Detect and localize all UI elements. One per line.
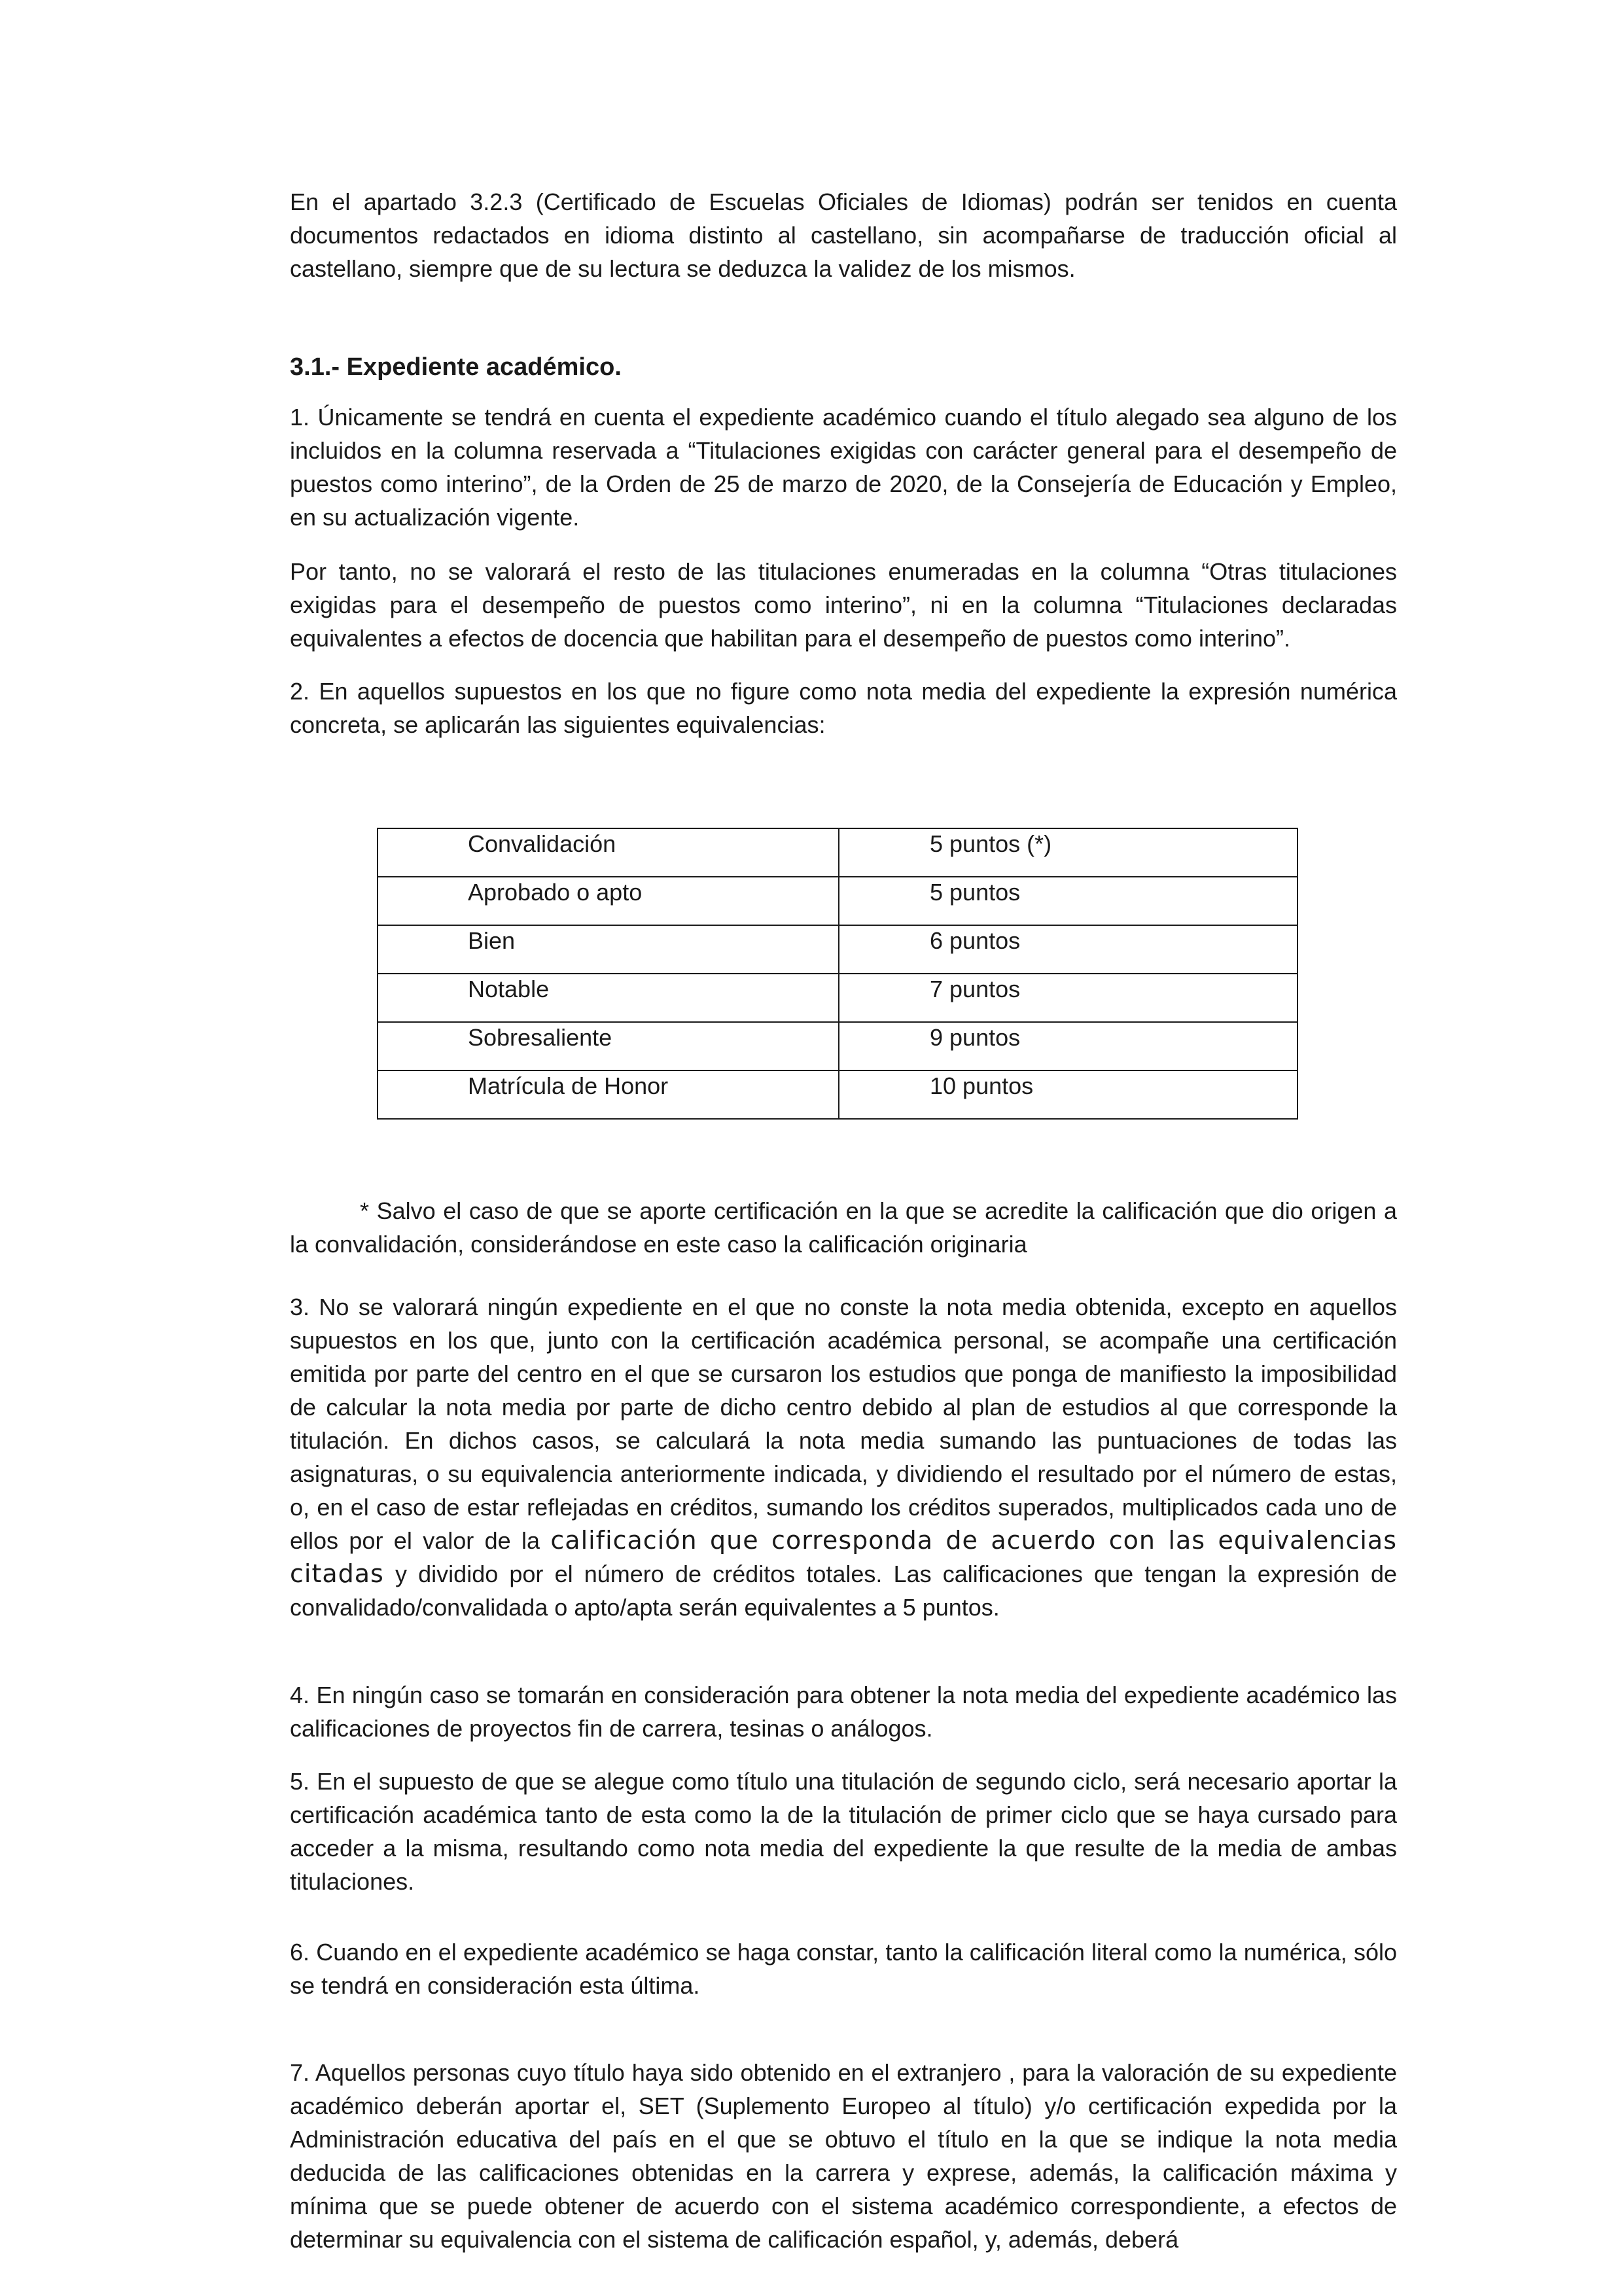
item-3-text-b: calificación que corresponda de acuerdo con las equivalencias citadas xyxy=(290,1526,1397,1588)
points-value: 5 puntos (*) xyxy=(930,830,1052,857)
section-heading: 3.1.- Expediente académico. xyxy=(290,353,622,381)
table-row xyxy=(378,877,1297,925)
points-cell xyxy=(839,1022,1297,1070)
item-1-followup: Por tanto, no se valorará el resto de las titulaciones enumeradas en la columna “Otras titulaciones exigidas para el desempeño de puestos como interino”, ni en la columna “Titulaciones declaradas equivalentes a efectos de docencia que habilitan para el desempeño de puestos como interino”. xyxy=(290,558,1397,652)
points-value: 10 puntos xyxy=(930,1072,1034,1099)
item-2-paragraph: 2. En aquellos supuestos en los que no figure como nota media del expediente la expresión numérica concreta, se aplicarán las siguientes equivalencias: xyxy=(290,678,1397,738)
table-row xyxy=(378,925,1297,974)
points-value: 6 puntos xyxy=(930,927,1021,954)
intro-paragraph: En el apartado 3.2.3 (Certificado de Escuelas Oficiales de Idiomas) podrán ser tenidos en cuenta documentos redactados en idioma distinto al castellano, sin acompañarse de traducción oficial al castellano, siempre que de su lectura se deduzca la validez de los mismos. xyxy=(290,188,1397,282)
grade-label: Aprobado o apto xyxy=(468,879,643,906)
grade-cell xyxy=(378,974,839,1022)
grades-equivalence-table xyxy=(377,828,1298,1120)
points-cell xyxy=(839,828,1297,877)
points-cell xyxy=(839,974,1297,1022)
points-cell xyxy=(839,877,1297,925)
grade-cell xyxy=(378,925,839,974)
item-3-text-a: 3. No se valorará ningún expediente en el que no conste la nota media obtenida, excepto en aquellos supuestos en los que, junto con la certificación académica personal, se acompañe una certificación emitida por parte del centro en el que se cursaron los estudios que ponga de manifiesto la imposibilidad de calcular la nota media por parte de dicho centro debido al plan de estudios al que corresponde la titulación. En dichos casos, se calculará la nota media sumando las puntuaciones de todas las asignaturas, o su equivalencia anteriormente indicada, y dividiendo el resultado por el número de estas, o, en el caso de estar reflejadas en créditos, sumando los créditos superados, multiplicados cada uno de ellos por el valor de la xyxy=(290,1294,1397,1554)
grade-label: Notable xyxy=(468,976,550,1002)
points-cell xyxy=(839,1070,1297,1119)
grade-cell xyxy=(378,877,839,925)
item-7-paragraph: 7. Aquellos personas cuyo título haya sido obtenido en el extranjero , para la valoración de su expediente académico deberán aportar el, SET (Suplemento Europeo al título) y/o certificación expedida por la Administración educativa del país en el que se obtuvo el título en la que se indique la nota media deducida de las calificaciones obtenidas en la carrera y exprese, además, la calificación máxima y mínima que se puede obtener de acuerdo con el sistema académico correspondiente, a efectos de determinar su equivalencia con el sistema de calificación español, y, además, deberá xyxy=(290,2059,1397,2253)
table-row xyxy=(378,1070,1297,1119)
grade-label: Matrícula de Honor xyxy=(468,1072,669,1099)
item-3-text-c: y dividido por el número de créditos totales. Las calificaciones que tengan la expresión de convalidado/convalidada o apto/apta serán equivalentes a 5 puntos. xyxy=(290,1561,1397,1621)
points-value: 5 puntos xyxy=(930,879,1021,906)
grade-cell xyxy=(378,1070,839,1119)
footnote: * Salvo el caso de que se aporte certificación en la que se acredite la calificación que dio origen a la convalidación, considerándose en este caso la calificación originaria xyxy=(290,1197,1397,1258)
grade-label: Bien xyxy=(468,927,516,954)
item-1-paragraph: 1. Únicamente se tendrá en cuenta el expediente académico cuando el título alegado sea alguno de los incluidos en la columna reservada a “Titulaciones exigidas con carácter general para el desempeño de puestos como interino”, de la Orden de 25 de marzo de 2020, de la Consejería de Educación y Empleo, en su actualización vigente. xyxy=(290,404,1397,531)
grade-label: Convalidación xyxy=(468,830,616,857)
grade-label: Sobresaliente xyxy=(468,1024,612,1051)
grade-cell xyxy=(378,1022,839,1070)
points-cell xyxy=(839,925,1297,974)
item-6-paragraph: 6. Cuando en el expediente académico se haga constar, tanto la calificación literal como la numérica, sólo se tendrá en consideración esta última. xyxy=(290,1939,1397,1999)
item-3-paragraph xyxy=(290,1290,1397,1624)
table-row xyxy=(378,1022,1297,1070)
item-4-paragraph: 4. En ningún caso se tomarán en consideración para obtener la nota media del expediente académico las calificaciones de proyectos fin de carrera, tesinas o análogos. xyxy=(290,1682,1397,1742)
item-5-paragraph: 5. En el supuesto de que se alegue como título una titulación de segundo ciclo, será necesario aportar la certificación académica tanto de esta como la de la titulación de primer ciclo que se haya cursado para acceder a la misma, resultando como nota media del expediente la que resulte de la media de ambas titulaciones. xyxy=(290,1768,1397,1895)
points-value: 7 puntos xyxy=(930,976,1021,1002)
points-value: 9 puntos xyxy=(930,1024,1021,1051)
table-row xyxy=(378,974,1297,1022)
grade-cell xyxy=(378,828,839,877)
table-row xyxy=(378,828,1297,877)
